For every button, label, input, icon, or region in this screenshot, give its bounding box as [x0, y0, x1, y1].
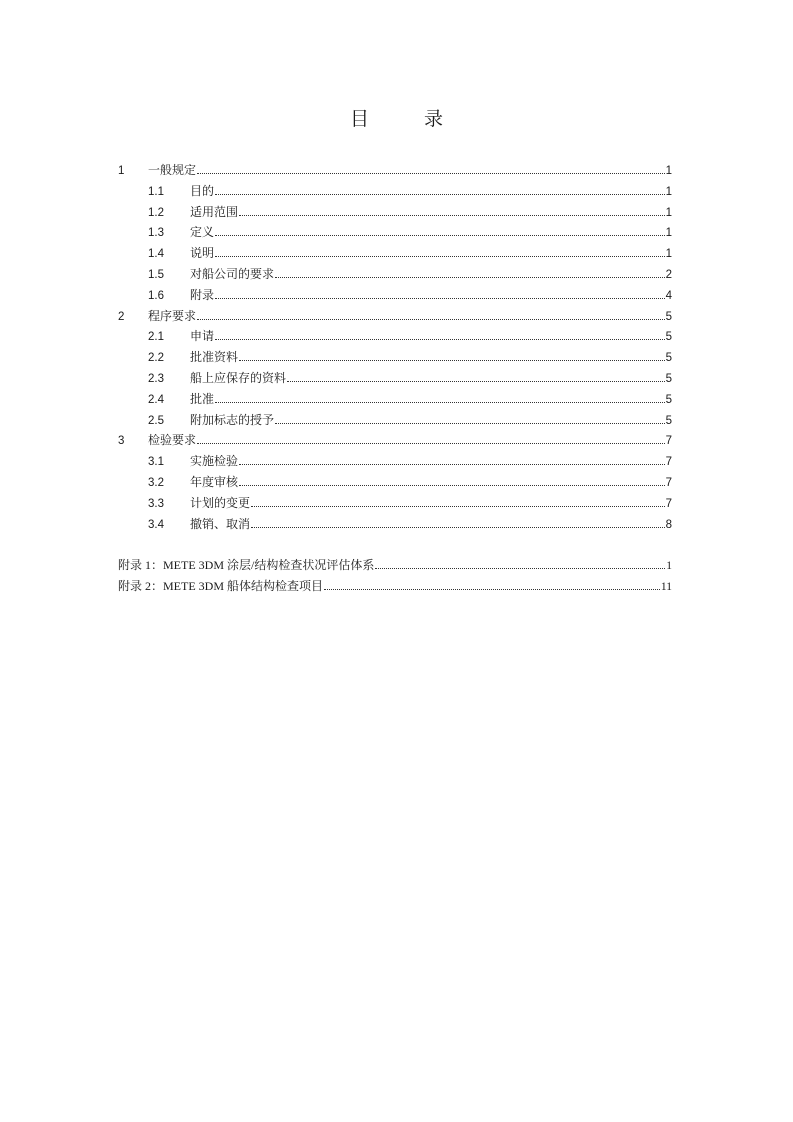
toc-appendix-row[interactable]: [118, 576, 672, 597]
toc-entry-number: 3.3: [148, 497, 164, 510]
toc-entry-number: 2.3: [148, 372, 164, 385]
toc-subsection-row[interactable]: [118, 222, 672, 243]
page-title: 目 录: [349, 108, 461, 130]
dot-leader: [215, 402, 665, 403]
toc-entry-title: 一般规定: [148, 163, 197, 177]
toc-entry-title: 实施检验: [190, 454, 239, 469]
toc-entry-title: 附加标志的授予: [190, 412, 275, 427]
dot-leader: [215, 298, 665, 299]
toc-subsection-row[interactable]: [118, 326, 672, 347]
toc-section-row[interactable]: [118, 306, 672, 327]
dot-leader: [215, 194, 665, 195]
toc-entry-page-number: 7: [665, 456, 672, 469]
toc-entry-page-number: 1: [665, 165, 672, 177]
dot-leader: [239, 215, 665, 216]
dot-leader: [275, 423, 665, 424]
toc-subsection-row[interactable]: [118, 285, 672, 306]
dot-leader: [251, 527, 665, 528]
toc-subsection-row[interactable]: [118, 202, 672, 223]
toc-entry-page-number: 7: [665, 435, 672, 448]
toc-entry-number: 1.5: [148, 268, 164, 281]
toc-entry-title: 计划的变更: [190, 495, 251, 510]
toc-entry-page-number: 5: [665, 352, 672, 365]
table-of-contents: [118, 160, 672, 534]
toc-entry-title: 附录 2：METE 3DM 船体结构检查项目: [118, 578, 323, 593]
toc-entry-page-number: 1: [665, 206, 672, 219]
dot-leader: [215, 256, 665, 257]
toc-subsection-row[interactable]: [118, 472, 672, 493]
toc-entry-page-number: 2: [665, 268, 672, 281]
toc-entry-page-number: 5: [665, 414, 672, 427]
toc-subsection-row[interactable]: [118, 514, 672, 535]
appendix-list: [118, 555, 672, 596]
toc-subsection-row[interactable]: [118, 389, 672, 410]
toc-subsection-row[interactable]: [118, 410, 672, 431]
toc-entry-page-number: 5: [665, 372, 672, 385]
toc-entry-page-number: 1: [665, 227, 672, 240]
toc-entry-number: 1.1: [148, 185, 164, 198]
toc-entry-number: 2.5: [148, 414, 164, 427]
toc-entry-page-number: 11: [660, 580, 672, 593]
toc-subsection-row[interactable]: [118, 264, 672, 285]
dot-leader: [287, 381, 665, 382]
toc-entry-number: 3.1: [148, 456, 164, 469]
toc-entry-page-number: 1: [665, 185, 672, 198]
toc-entry-number: 2.1: [148, 331, 164, 344]
toc-entry-number: 1: [118, 165, 125, 177]
toc-entry-title: 目的: [190, 183, 215, 198]
toc-entry-number: 3.2: [148, 476, 164, 489]
dot-leader: [215, 339, 665, 340]
toc-section-row[interactable]: [118, 430, 672, 451]
toc-entry-title: 对船公司的要求: [190, 266, 275, 281]
toc-subsection-row[interactable]: [118, 347, 672, 368]
toc-entry-number: 3: [118, 435, 125, 448]
toc-entry-title: 撤销、取消: [190, 516, 251, 531]
dot-leader: [239, 360, 665, 361]
dot-leader: [215, 235, 665, 236]
dot-leader: [375, 568, 665, 569]
toc-entry-number: 3.4: [148, 518, 164, 531]
toc-entry-page-number: 8: [665, 518, 672, 531]
toc-entry-title: 批准: [190, 391, 215, 406]
toc-entry-title: 申请: [190, 329, 215, 344]
toc-subsection-row[interactable]: [118, 493, 672, 514]
dot-leader: [197, 173, 665, 174]
toc-subsection-row[interactable]: [118, 451, 672, 472]
toc-entry-page-number: 4: [665, 289, 672, 302]
toc-entry-title: 检验要求: [148, 433, 197, 448]
toc-entry-number: 1.2: [148, 206, 164, 219]
dot-leader: [239, 485, 665, 486]
toc-entry-title: 附录 1：METE 3DM 涂层/结构检查状况评估体系: [118, 558, 375, 572]
toc-entry-title: 说明: [190, 246, 215, 261]
toc-section-row[interactable]: [118, 160, 672, 181]
dot-leader: [239, 464, 665, 465]
toc-subsection-row[interactable]: [118, 368, 672, 389]
toc-entry-page-number: 1: [665, 248, 672, 261]
toc-entry-title: 年度审核: [190, 474, 239, 489]
toc-entry-page-number: 5: [665, 331, 672, 344]
toc-entry-page-number: 5: [665, 310, 672, 323]
dot-leader: [197, 319, 665, 320]
toc-entry-title: 适用范围: [190, 204, 239, 219]
toc-entry-title: 附录: [190, 287, 215, 302]
toc-entry-number: 1.3: [148, 227, 164, 240]
toc-entry-page-number: 5: [665, 393, 672, 406]
toc-entry-number: 1.6: [148, 289, 164, 302]
dot-leader: [324, 589, 660, 590]
toc-entry-number: 2.2: [148, 352, 164, 365]
toc-subsection-row[interactable]: [118, 243, 672, 264]
toc-subsection-row[interactable]: [118, 181, 672, 202]
dot-leader: [275, 277, 665, 278]
toc-entry-number: 1.4: [148, 248, 164, 261]
toc-entry-title: 定义: [190, 225, 215, 240]
toc-entry-title: 船上应保存的资料: [190, 370, 287, 385]
toc-entry-title: 批准资料: [190, 350, 239, 365]
dot-leader: [251, 506, 665, 507]
toc-entry-page-number: 7: [665, 476, 672, 489]
dot-leader: [197, 443, 665, 444]
toc-entry-page-number: 7: [665, 497, 672, 510]
toc-entry-title: 程序要求: [148, 308, 197, 323]
toc-entry-page-number: 1: [666, 560, 672, 572]
toc-appendix-row[interactable]: [118, 555, 672, 576]
toc-entry-number: 2: [118, 310, 125, 323]
toc-entry-number: 2.4: [148, 393, 164, 406]
